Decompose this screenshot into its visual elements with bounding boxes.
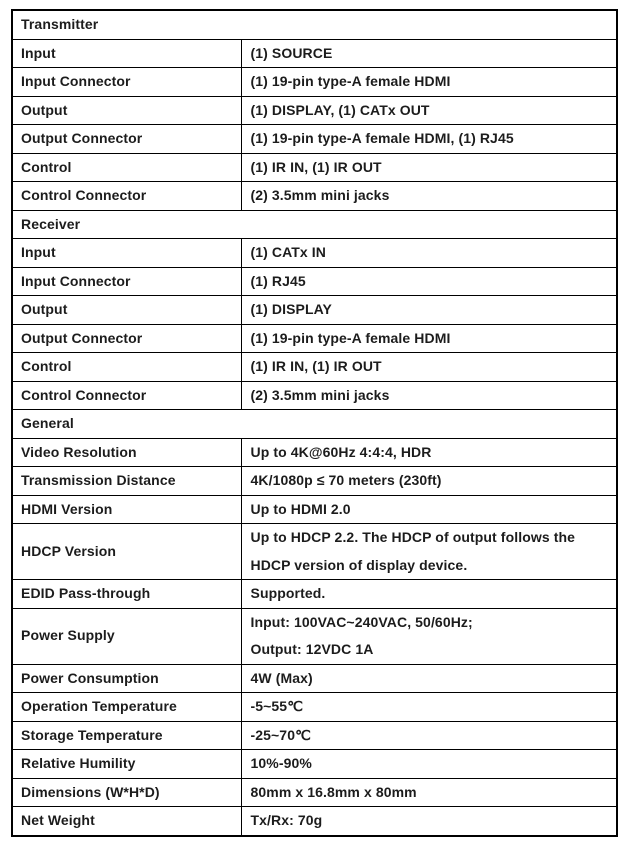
spec-row [12, 467, 617, 496]
spec-value [241, 807, 617, 836]
spec-label: Control Connector [12, 182, 241, 211]
spec-row [12, 721, 617, 750]
spec-row [12, 807, 617, 836]
spec-label: HDCP Version [12, 524, 241, 580]
spec-value-line: Up to HDMI 2.0 [250, 500, 351, 517]
spec-label: Video Resolution [12, 438, 241, 467]
spec-label: Power Consumption [12, 664, 241, 693]
spec-label: Output [12, 96, 241, 125]
spec-row [12, 153, 617, 182]
spec-label: Net Weight [12, 807, 241, 836]
spec-value-line: (2) 3.5mm mini jacks [250, 187, 390, 203]
spec-label: HDMI Version [12, 495, 241, 524]
spec-row [12, 125, 617, 154]
section-header-row [12, 10, 617, 39]
spec-value [241, 239, 617, 268]
spec-row [12, 750, 617, 779]
spec-value [241, 353, 617, 382]
spec-value-line: (1) IR IN, (1) IR OUT [250, 358, 382, 374]
section-header: Transmitter [12, 10, 617, 39]
spec-value-line: Input: 100VAC~240VAC, 50/60Hz; [250, 613, 473, 630]
spec-value-line: (1) SOURCE [250, 44, 333, 61]
spec-value-line: 4W (Max) [250, 669, 313, 686]
spec-value [241, 267, 617, 296]
spec-value [241, 39, 617, 68]
spec-value [241, 721, 617, 750]
spec-row [12, 524, 617, 580]
spec-value [241, 96, 617, 125]
spec-value-line: Supported. [250, 585, 326, 601]
spec-row [12, 39, 617, 68]
spec-value-line: (1) RJ45 [250, 272, 306, 289]
spec-row [12, 353, 617, 382]
spec-label: Control Connector [12, 381, 241, 410]
spec-value-line: (1) DISPLAY [250, 301, 332, 317]
spec-label: Output Connector [12, 324, 241, 353]
spec-row [12, 239, 617, 268]
section-header: Receiver [12, 210, 617, 239]
spec-row [12, 693, 617, 722]
spec-row [12, 778, 617, 807]
spec-label: Transmission Distance [12, 467, 241, 496]
section-header-row [12, 410, 617, 439]
spec-label: Input [12, 39, 241, 68]
spec-value [241, 182, 617, 211]
spec-value [241, 381, 617, 410]
spec-value [241, 153, 617, 182]
spec-label: Output Connector [12, 125, 241, 154]
spec-label: Output [12, 296, 241, 325]
spec-value [241, 68, 617, 97]
spec-value [241, 467, 617, 496]
spec-value-line: 4K/1080p ≤ 70 meters (230ft) [250, 472, 442, 488]
spec-row [12, 608, 617, 664]
spec-row [12, 296, 617, 325]
spec-value [241, 125, 617, 154]
section-header-row [12, 210, 617, 239]
spec-value-line: -25~70℃ [250, 726, 311, 743]
spec-row [12, 580, 617, 609]
spec-row [12, 267, 617, 296]
spec-label: EDID Pass-through [12, 580, 241, 609]
spec-value [241, 296, 617, 325]
spec-value-line: (2) 3.5mm mini jacks [250, 386, 390, 403]
spec-row [12, 381, 617, 410]
spec-label: Power Supply [12, 608, 241, 664]
spec-label: Operation Temperature [12, 693, 241, 722]
spec-value-line: (1) 19-pin type-A female HDMI [250, 329, 451, 346]
spec-value-line: 10%-90% [250, 755, 312, 771]
spec-label: Storage Temperature [12, 721, 241, 750]
spec-label: Input Connector [12, 267, 241, 296]
section-header: General [12, 410, 617, 439]
spec-table-body [12, 10, 617, 836]
spec-value-line: -5~55℃ [250, 698, 304, 714]
spec-value [241, 778, 617, 807]
spec-value [241, 580, 617, 609]
spec-label: Relative Humility [12, 750, 241, 779]
spec-value-line: (1) CATx IN [250, 244, 327, 260]
spec-row [12, 182, 617, 211]
spec-row [12, 96, 617, 125]
spec-row [12, 438, 617, 467]
spec-label: Dimensions (W*H*D) [12, 778, 241, 807]
spec-value-line: (1) IR IN, (1) IR OUT [250, 158, 382, 175]
spec-value-line: Up to HDCP 2.2. The HDCP of output follows the [250, 529, 576, 545]
spec-value [241, 495, 617, 524]
spec-label: Control [12, 153, 241, 182]
spec-label: Input Connector [12, 68, 241, 97]
spec-row [12, 324, 617, 353]
spec-value-line: Tx/Rx: 70g [250, 812, 323, 828]
spec-row [12, 495, 617, 524]
spec-value [241, 438, 617, 467]
spec-value-line: Output: 12VDC 1A [250, 641, 374, 657]
spec-label: Control [12, 353, 241, 382]
spec-label: Input [12, 239, 241, 268]
spec-value-line: (1) DISPLAY, (1) CATx OUT [250, 101, 430, 118]
spec-value-line: Up to 4K@60Hz 4:4:4, HDR [250, 443, 432, 460]
spec-value-line: 80mm x 16.8mm x 80mm [250, 783, 417, 800]
spec-table [11, 9, 618, 837]
spec-row [12, 68, 617, 97]
spec-value [241, 693, 617, 722]
spec-row [12, 664, 617, 693]
spec-value [241, 664, 617, 693]
spec-value [241, 524, 617, 580]
spec-value [241, 608, 617, 664]
spec-value [241, 324, 617, 353]
spec-value [241, 750, 617, 779]
spec-value-line: (1) 19-pin type-A female HDMI, (1) RJ45 [250, 130, 514, 146]
spec-value-line: HDCP version of display device. [250, 556, 468, 573]
spec-value-line: (1) 19-pin type-A female HDMI [250, 73, 451, 89]
